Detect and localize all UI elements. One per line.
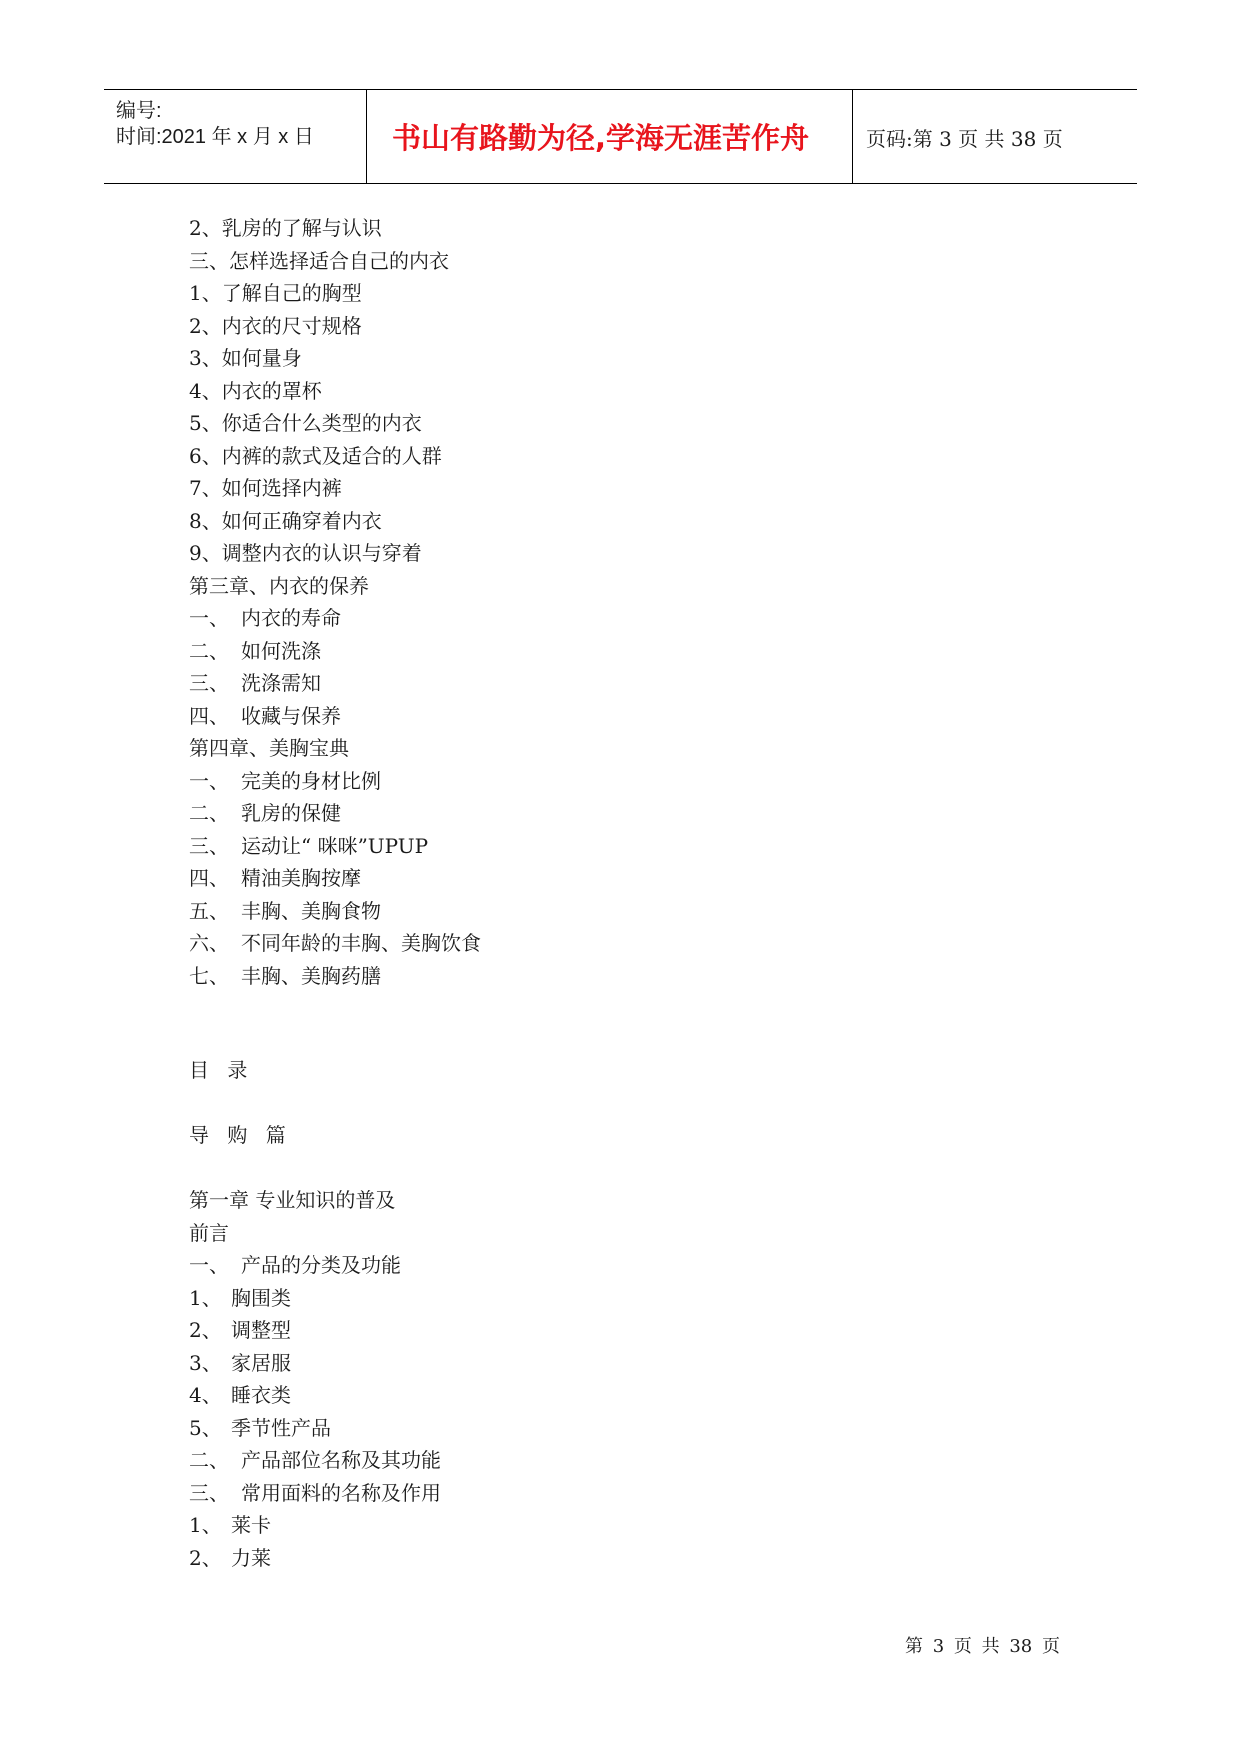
toc-line-text: 7、如何选择内裤 [189,476,342,500]
toc-line [189,895,381,924]
toc-line-number: 1、 [189,1285,222,1310]
toc-line [189,667,321,696]
toc-line-number: 二、 [189,1448,229,1472]
toc-line-text: 第四章、美胸宝典 [189,736,349,760]
toc-line [189,1412,331,1441]
toc-line [189,927,481,956]
toc-line-number: 3、 [189,1350,222,1375]
toc-line [189,375,322,404]
toc-line-text: 三、怎样选择适合自己的内衣 [189,248,449,273]
toc-line-text: 如何洗涤 [241,638,321,663]
toc-line-text: 6、内裤的款式及适合的人群 [189,443,442,468]
toc-line-text: 洗涤需知 [241,671,321,695]
toc-line [189,1477,441,1506]
toc-line-text: 丰胸、美胸药膳 [241,963,381,988]
toc-line-number: 一、 [189,1253,229,1277]
toc-line-text: 常用面料的名称及作用 [241,1480,441,1505]
toc-line [189,732,349,761]
toc-line [189,1282,291,1311]
toc-line [189,1184,395,1213]
toc-line-text: 2、乳房的了解与认识 [189,216,382,240]
toc-line-number: 三、 [189,1480,229,1505]
section-heading-catalog: 目 录 [189,1058,254,1082]
toc-line [189,342,302,371]
toc-line-text: 精油美胸按摩 [241,866,361,890]
toc-line [189,1509,271,1538]
toc-line [189,602,341,631]
toc-line [189,830,428,859]
toc-line-text: 乳房的保健 [241,801,341,825]
toc-line-number: 四、 [189,866,229,890]
toc-line-text: 胸围类 [231,1285,291,1310]
toc-line-text: 季节性产品 [231,1415,331,1440]
toc-line-text: 家居服 [231,1350,291,1375]
toc-line-number: 2、 [189,1545,222,1570]
toc-line-number: 二、 [189,801,229,825]
toc-line [189,245,449,274]
toc-line [189,1379,291,1408]
header-motto: 书山有路勤为径,学海无涯苦作舟 [392,121,810,155]
header-motto-cell [367,90,853,183]
toc-line [189,440,442,469]
toc-line-text: 睡衣类 [231,1383,291,1407]
toc-line [189,797,341,826]
toc-line [189,310,362,339]
toc-line-text: 5、你适合什么类型的内衣 [189,411,422,435]
toc-line [189,472,342,501]
toc-line-number: 一、 [189,768,229,793]
toc-line-text: 4、内衣的罩杯 [189,378,322,403]
toc-line-number: 1、 [189,1513,222,1537]
toc-line [189,1347,291,1376]
toc-line [189,212,382,241]
toc-line-text: 收藏与保养 [241,703,341,728]
toc-line [189,1249,401,1278]
toc-line-number: 5、 [189,1415,222,1440]
document-time-label: 时间:2021 年 x 月 x 日 [116,126,314,148]
toc-line-text: 产品的分类及功能 [241,1253,401,1277]
toc-line [189,505,382,534]
toc-line-text: 调整型 [231,1318,291,1342]
header-meta-cell [104,90,367,183]
toc-line-text: 3、如何量身 [189,346,302,370]
toc-line-text: 第三章、内衣的保养 [189,573,369,598]
toc-line-text: 莱卡 [231,1513,271,1537]
section-heading-guide: 导 购 篇 [189,1123,292,1147]
toc-line [189,1444,441,1473]
toc-line [189,765,381,794]
toc-line-number: 六、 [189,931,229,955]
toc-line [189,1314,291,1343]
toc-line [189,700,341,729]
toc-line-text: 产品部位名称及其功能 [241,1448,441,1472]
toc-line-text: 不同年龄的丰胸、美胸饮食 [241,931,481,955]
toc-line-text: 2、内衣的尺寸规格 [189,313,362,338]
toc-line [189,537,422,566]
toc-line-text: 1、了解自己的胸型 [189,281,362,305]
document-number-label: 编号: [116,100,162,122]
toc-line-number: 二、 [189,638,229,663]
toc-line [189,635,321,664]
toc-line-number: 2、 [189,1318,222,1342]
header-page-cell [853,90,1137,183]
toc-line [189,570,369,599]
toc-line-number: 三、 [189,833,229,858]
toc-line-text: 第一章 专业知识的普及 [189,1188,396,1212]
toc-line [189,960,381,989]
toc-line [189,862,361,891]
toc-line-number: 一、 [189,606,229,630]
header-page-info: 页码:第 3 页 共 38 页 [866,127,1063,151]
toc-line-text: 前言 [189,1220,229,1245]
toc-line-text: 完美的身材比例 [241,768,381,793]
toc-line [189,1542,271,1571]
toc-line-text: 内衣的寿命 [241,606,341,630]
toc-line-number: 七、 [189,963,229,988]
toc-line-number: 四、 [189,703,229,728]
page-header [104,89,1137,184]
toc-line-number: 4、 [189,1383,222,1407]
toc-line-text: 丰胸、美胸食物 [241,898,381,923]
toc-line-text: 9、调整内衣的认识与穿着 [189,541,422,565]
toc-line [189,1217,229,1246]
toc-line [189,277,362,306]
toc-line-text: 8、如何正确穿着内衣 [189,508,382,533]
toc-line-number: 五、 [189,898,229,923]
toc-line-text: 运动让“ 咪咪”UPUP [241,833,429,858]
toc-line-text: 力莱 [231,1545,271,1570]
page-footer: 第 3 页 共 38 页 [905,1636,1060,1657]
toc-line-number: 三、 [189,671,229,695]
toc-line [189,407,422,436]
